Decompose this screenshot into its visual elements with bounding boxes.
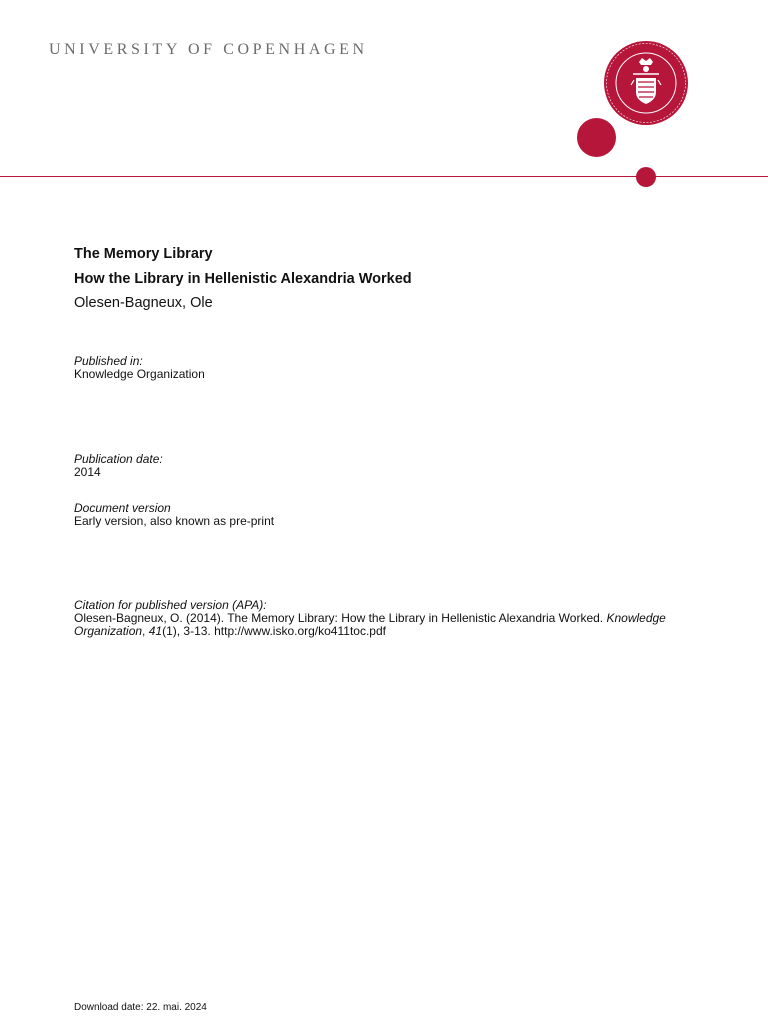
decorative-dot-small	[636, 167, 656, 187]
published-in-label: Published in:	[74, 354, 143, 368]
citation-block	[74, 599, 729, 638]
document-version-label: Document version	[74, 501, 171, 515]
university-wordmark: UNIVERSITY OF COPENHAGEN	[49, 41, 368, 58]
citation-part-3[interactable]: (1), 3-13. http://www.isko.org/ko411toc.pdf	[162, 624, 386, 638]
published-in-block	[74, 355, 205, 381]
document-author: Olesen-Bagneux, Ole	[74, 295, 213, 311]
document-title: The Memory Library	[74, 246, 213, 262]
citation-volume: 41	[148, 624, 163, 638]
published-in-value: Knowledge Organization	[74, 367, 205, 381]
citation-part-1: Olesen-Bagneux, O. (2014). The Memory Library: How the Library in Hellenistic Alexandria Worked.	[74, 611, 607, 625]
document-version-block	[74, 502, 274, 528]
citation-label: Citation for published version (APA):	[74, 598, 267, 612]
university-seal-icon	[603, 40, 689, 126]
document-version-value: Early version, also known as pre-print	[74, 514, 275, 528]
decorative-dot-large	[577, 118, 616, 157]
citation-journal: Knowledge Organization	[74, 611, 666, 638]
document-subtitle: How the Library in Hellenistic Alexandria Worked	[74, 271, 412, 287]
download-date: Download date: 22. mai. 2024	[74, 1002, 207, 1013]
publication-date-value: 2014	[74, 465, 101, 479]
citation-part-2: ,	[142, 624, 149, 638]
publication-date-label: Publication date:	[74, 452, 163, 466]
citation-text	[74, 612, 729, 638]
publication-date-block	[74, 453, 163, 479]
